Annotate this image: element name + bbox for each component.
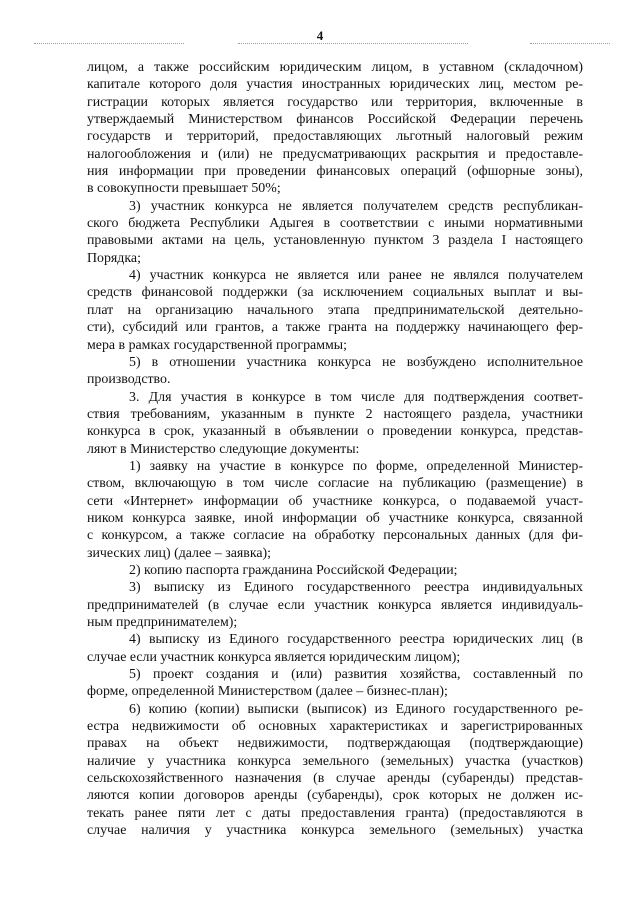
text-line: 5) в отношении участника конкурса не возбуждено исполнительное [129,354,583,370]
text-line: ным предпринимателем); [87,615,238,630]
text-line: зических лиц) (далее – заявка); [87,545,272,561]
text-line: лицом, а также российским юридическим лицом, в уставном (складочном) [87,60,583,75]
scan-artifact-right [530,43,610,45]
text-line: ния информации при проведении финансовых операций (офшорные зоны), [87,164,583,180]
text-line: налогообложения и (или) не предусматривающих раскрытия и предоставле- [87,146,583,162]
text-line: средств финансовой поддержки (за исключением социальных выплат и вы- [87,285,583,301]
text-line: производство. [87,372,171,388]
text-line: 5) проект создания и (или) развития хозяйства, составленный по [129,667,583,683]
text-line: ского бюджета Республики Адыгея в соответствии с иными нормативными [87,216,583,232]
text-line: 1) заявку на участие в конкурсе по форме, определенной Министер- [129,458,583,474]
text-line: Порядка; [87,250,141,266]
text-line: ствия требованиям, указанным в пункте 2 настоящего раздела, участники [87,406,583,422]
text-line: ником конкурса заявке, иной информации об участнике конкурса, связанной [87,510,583,526]
text-line: с конкурсом, а также согласие на обработку персональных данных (для фи- [87,528,583,544]
text-line: 3) выписку из Единого государственного реестра индивидуальных [129,580,583,596]
text-line: мера в рамках государственной программы; [87,337,347,353]
text-line: ляют в Министерство следующие документы: [87,441,360,457]
text-line: предпринимателей (в случае если участник конкурса является индивидуаль- [87,597,583,613]
text-line: 4) выписку из Единого государственного реестра юридических лиц (в [129,632,583,648]
scan-artifact-left [34,43,184,45]
document-body [87,59,583,839]
text-line: плат на организацию начального этапа предпринимательской деятельно- [87,302,583,318]
text-line: сети «Интернет» информации об участнике конкурса, о подаваемой участ- [87,493,583,509]
text-line: правовыми актами на цель, установленную пунктом 3 раздела I настоящего [87,233,583,249]
text-line: правах на объект недвижимости, подтверждающая (подтверждающие) [87,736,583,752]
text-line: 3) участник конкурса не является получателем средств республикан- [129,198,583,214]
text-line: капитале которого доля участия иностранных юридических лиц, местом ре- [87,77,583,93]
text-line: текать ранее пяти лет с даты предоставления гранта) (предоставляются в [87,805,583,821]
text-line: сти), субсидий или грантов, а также гранта на поддержку начинающего фер- [87,320,583,336]
text-line: естра недвижимости об основных характеристиках и зарегистрированных [87,719,583,735]
text-line: в совокупности превышает 50%; [87,181,281,197]
text-line: 4) участник конкурса не является или ранее не являлся получателем [129,268,583,284]
scan-artifact-middle [238,43,468,45]
text-line: случае если участник конкурса является юридическим лицом); [87,649,461,665]
page-number: 4 [316,28,324,43]
text-line: утверждаемый Министерством финансов Российской Федерации перечень [87,112,583,128]
text-line: 6) копию (копии) выписки (выписок) из Единого государственного ре- [129,701,583,717]
text-line: сельскохозяйственного назначения (в случае аренды (субаренды) представ- [87,771,583,787]
text-line: конкурса в срок, указанный в объявлении о проведении конкурса, представ- [87,424,583,440]
text-line: форме, определенной Министерством (далее – бизнес-план); [87,684,448,700]
text-line: случае наличия у участника конкурса земельного (земельных) участка [87,823,583,839]
text-line: ством, включающую в том числе согласие на публикацию (размещение) в [87,476,583,492]
text-line: 2) копию паспорта гражданина Российской Федерации; [129,562,458,578]
text-line: государств и территорий, предоставляющих льготный налоговый режим [87,129,583,145]
text-line: гистрации которых является государство или территория, включенные в [87,94,583,110]
text-line: ляются копии договоров аренды (субаренды), срок которых не должен ис- [87,788,583,804]
text-line: 3. Для участия в конкурсе в том числе для подтверждения соответ- [129,389,583,405]
text-line: наличие у участника конкурса земельного (земельных) участка (участков) [87,753,583,769]
